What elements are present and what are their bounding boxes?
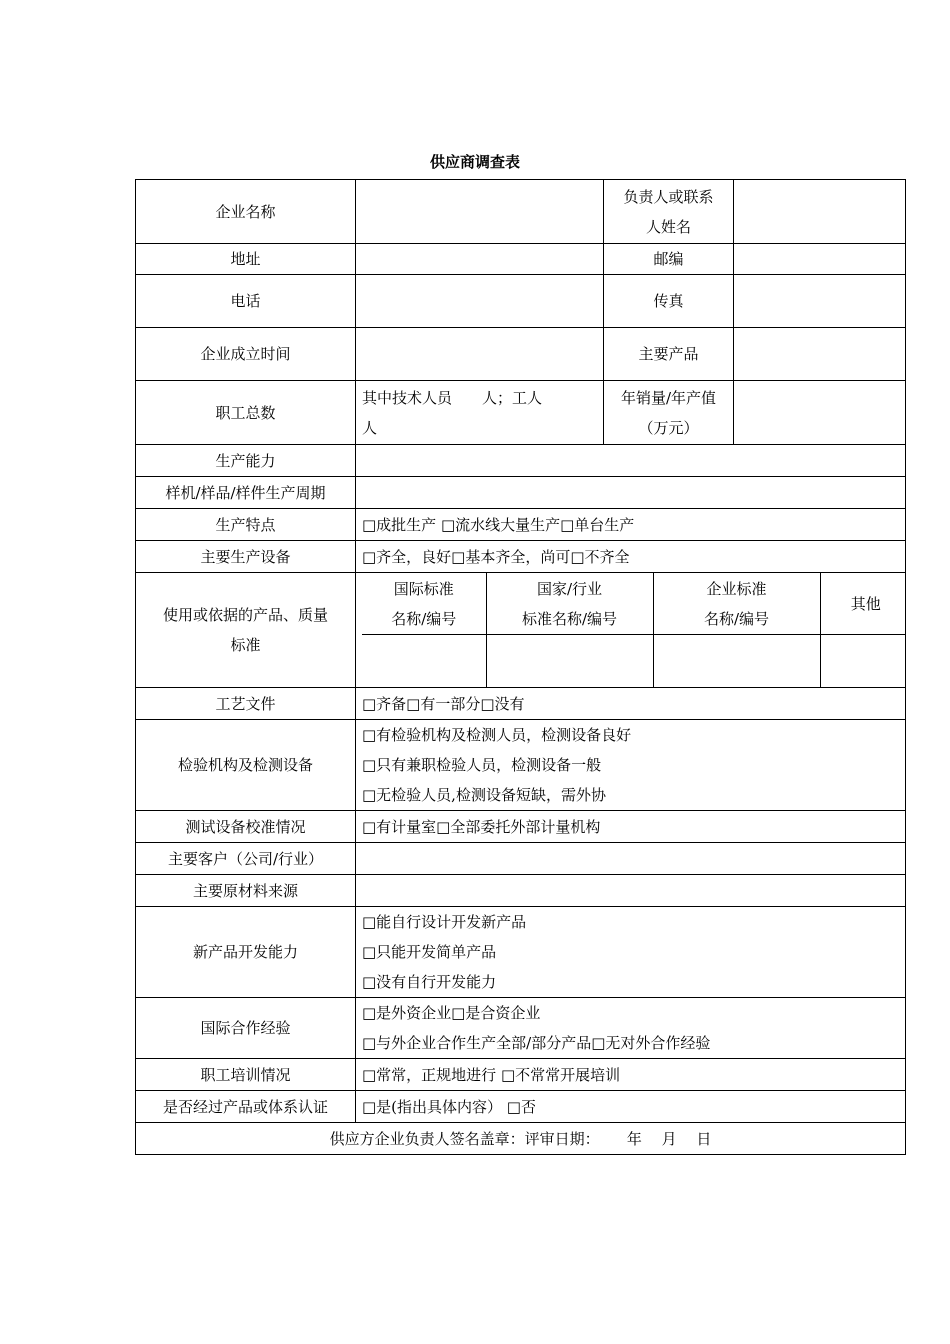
label-process-docs: 工艺文件: [136, 688, 356, 720]
value-std-other[interactable]: [820, 635, 906, 688]
value-std-company[interactable]: [653, 635, 820, 688]
value-postcode[interactable]: [734, 244, 906, 275]
row-process-docs: [136, 688, 906, 720]
value-contact[interactable]: [734, 180, 906, 244]
value-capacity[interactable]: [356, 445, 906, 477]
checkbox-group-calibration[interactable]: □有计量室□全部委托外部计量机构: [356, 811, 906, 843]
label-phone: 电话: [136, 275, 356, 328]
checkbox-group-process-docs[interactable]: □齐备□有一部分□没有: [356, 688, 906, 720]
row-customers: [136, 843, 906, 875]
header-std-company: 企业标准 名称/编号: [653, 573, 820, 635]
value-std-intl[interactable]: [362, 635, 486, 688]
standards-value-row: [362, 635, 906, 688]
row-training: [136, 1059, 906, 1091]
label-company-name: 企业名称: [136, 180, 356, 244]
label-capacity: 生产能力: [136, 445, 356, 477]
row-certification: [136, 1091, 906, 1123]
value-customers[interactable]: [356, 843, 906, 875]
row-prod-features: [136, 509, 906, 541]
label-contact: 负责人或联系 人姓名: [604, 180, 734, 244]
supplier-survey-table: [135, 179, 906, 1155]
checkbox-group-rnd[interactable]: □能自行设计开发新产品 □只能开发简单产品 □没有自行开发能力: [356, 907, 906, 998]
label-rnd: 新产品开发能力: [136, 907, 356, 998]
label-certification: 是否经过产品或体系认证: [136, 1091, 356, 1123]
value-fax[interactable]: [734, 275, 906, 328]
value-phone[interactable]: [356, 275, 604, 328]
row-address: [136, 244, 906, 275]
row-signature: [136, 1123, 906, 1155]
label-staff-total: 职工总数: [136, 381, 356, 445]
checkbox-group-intl-coop[interactable]: □是外资企业□是合资企业 □与外企业合作生产全部/部分产品□无对外合作经验: [356, 998, 906, 1059]
standards-header-row: [362, 573, 906, 635]
label-inspection: 检验机构及检测设备: [136, 720, 356, 811]
row-capacity: [136, 445, 906, 477]
checkbox-group-equipment[interactable]: □齐全，良好□基本齐全，尚可□不齐全: [356, 541, 906, 573]
checkbox-group-prod-features[interactable]: □成批生产 □流水线大量生产□单台生产: [356, 509, 906, 541]
value-materials[interactable]: [356, 875, 906, 907]
row-phone: [136, 275, 906, 328]
row-materials: [136, 875, 906, 907]
row-standards: [136, 573, 906, 688]
row-staff: [136, 381, 906, 445]
row-inspection: [136, 720, 906, 811]
row-founded: [136, 328, 906, 381]
label-equipment: 主要生产设备: [136, 541, 356, 573]
value-std-national[interactable]: [486, 635, 653, 688]
value-sample-cycle[interactable]: [356, 477, 906, 509]
row-equipment: [136, 541, 906, 573]
checkbox-group-inspection[interactable]: □有检验机构及检测人员，检测设备良好 □只有兼职检验人员，检测设备一般 □无检验人员,检测设备短缺，需外协: [356, 720, 906, 811]
value-founded[interactable]: [356, 328, 604, 381]
label-standards: 使用或依据的产品、质量 标准: [136, 573, 356, 688]
row-company-name: [136, 180, 906, 244]
header-std-other: 其他: [820, 573, 906, 635]
standards-subtable: [356, 573, 906, 688]
header-std-intl: 国际标准 名称/编号: [362, 573, 486, 635]
row-rnd: [136, 907, 906, 998]
label-prod-features: 生产特点: [136, 509, 356, 541]
value-staff-detail[interactable]: 其中技术人员 人；工人 人: [356, 381, 604, 445]
label-calibration: 测试设备校准情况: [136, 811, 356, 843]
standards-inner-table: [362, 573, 906, 687]
label-fax: 传真: [604, 275, 734, 328]
checkbox-group-training[interactable]: □常常，正规地进行 □不常常开展培训: [356, 1059, 906, 1091]
value-main-products[interactable]: [734, 328, 906, 381]
row-intl-coop: [136, 998, 906, 1059]
label-materials: 主要原材料来源: [136, 875, 356, 907]
label-training: 职工培训情况: [136, 1059, 356, 1091]
label-address: 地址: [136, 244, 356, 275]
value-sales[interactable]: [734, 381, 906, 445]
value-company-name[interactable]: [356, 180, 604, 244]
checkbox-group-certification[interactable]: □是(指出具体内容） □否: [356, 1091, 906, 1123]
row-sample-cycle: [136, 477, 906, 509]
label-customers: 主要客户（公司/行业）: [136, 843, 356, 875]
signature-line[interactable]: 供应方企业负责人签名盖章：评审日期： 年 月 日: [136, 1123, 906, 1155]
header-std-national: 国家/行业 标准名称/编号: [486, 573, 653, 635]
label-intl-coop: 国际合作经验: [136, 998, 356, 1059]
label-sales: 年销量/年产值 （万元）: [604, 381, 734, 445]
label-main-products: 主要产品: [604, 328, 734, 381]
row-calibration: [136, 811, 906, 843]
label-sample-cycle: 样机/样品/样件生产周期: [136, 477, 356, 509]
label-founded: 企业成立时间: [136, 328, 356, 381]
page-title: 供应商调查表: [429, 153, 520, 171]
value-address[interactable]: [356, 244, 604, 275]
label-postcode: 邮编: [604, 244, 734, 275]
